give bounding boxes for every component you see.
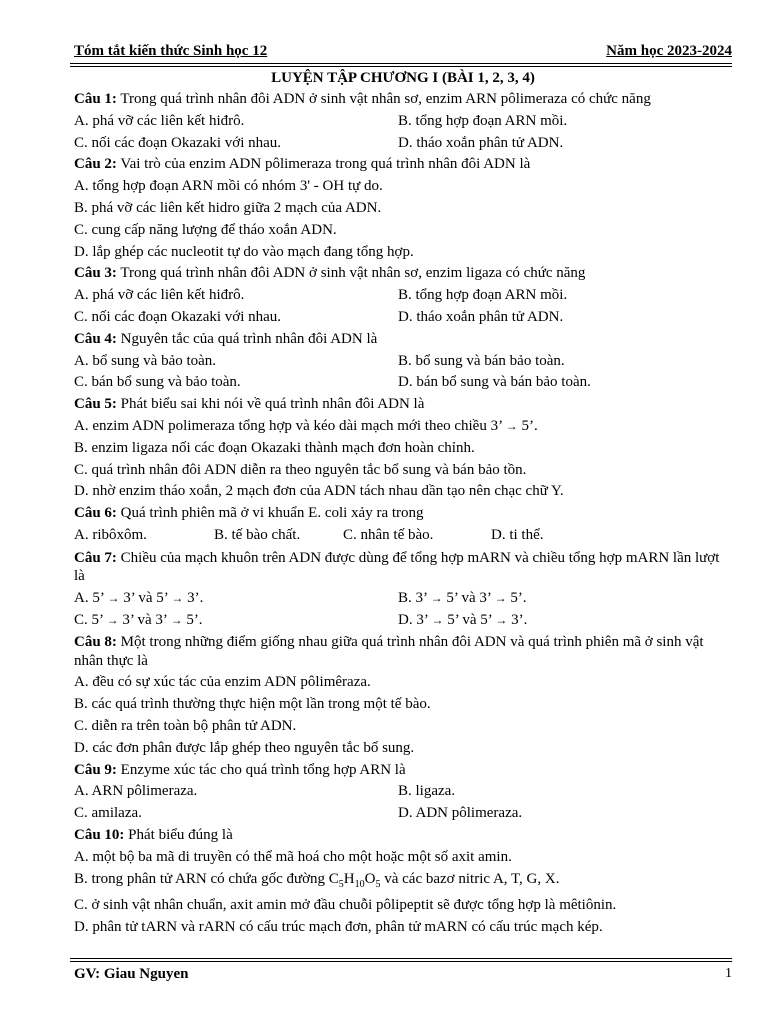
option-b: B. tổng hợp đoạn ARN mồi. bbox=[398, 112, 568, 129]
formula-part: H bbox=[343, 870, 355, 887]
option-c: C. bán bổ sung và bảo toàn. bbox=[74, 374, 241, 391]
page-number: 1 bbox=[725, 966, 732, 981]
document-page bbox=[74, 0, 732, 1024]
option-d: D. lắp ghép các nucleotit tự do vào mạch đang tổng hợp. bbox=[74, 243, 414, 260]
option-a: A. ARN pôlimeraza. bbox=[74, 783, 198, 800]
option-d: D. ti thể. bbox=[491, 526, 544, 543]
option-a: A. bổ sung và bảo toàn. bbox=[74, 352, 217, 369]
options-row bbox=[74, 781, 732, 803]
option-c: C. amilaza. bbox=[74, 805, 142, 822]
option-text: 5’. bbox=[506, 589, 527, 606]
question-label: Câu 6: bbox=[74, 505, 117, 522]
option-text: 3’ và 5’ bbox=[119, 589, 172, 606]
options-row bbox=[74, 285, 732, 307]
option-text: 3’. bbox=[183, 589, 204, 606]
subscript: 5 bbox=[375, 878, 381, 890]
footer-teacher: GV: Giau Nguyen bbox=[74, 966, 189, 982]
option-b bbox=[74, 869, 732, 896]
question-5 bbox=[74, 394, 732, 416]
arrow-symbol: → bbox=[170, 612, 183, 627]
option-d: D. ADN pôlimeraza. bbox=[398, 805, 523, 822]
question-text: Phát biểu đúng là bbox=[124, 826, 233, 843]
option-c bbox=[74, 610, 398, 632]
option-b: B. enzim ligaza nối các đoạn Okazaki thành mạch đơn hoàn chỉnh. bbox=[74, 439, 475, 456]
question-label: Câu 7: bbox=[74, 549, 117, 566]
question-text: Nguyên tắc của quá trình nhân đôi ADN là bbox=[116, 330, 378, 347]
question-6 bbox=[74, 503, 732, 525]
option-a: A. tổng hợp đoạn ARN mồi có nhóm 3' - OH tự do. bbox=[74, 178, 383, 195]
question-label: Câu 2: bbox=[74, 156, 117, 173]
header-subject: Tóm tắt kiến thức Sinh học 12 bbox=[74, 43, 268, 59]
option-c: C. nối các đoạn Okazaki với nhau. bbox=[74, 134, 282, 151]
question-1 bbox=[74, 89, 732, 111]
arrow-symbol: → bbox=[505, 418, 518, 433]
question-text: Enzyme xúc tác cho quá trình tổng hợp ARN là bbox=[116, 761, 406, 778]
option-text: B. 3’ bbox=[398, 589, 431, 606]
option-d: D. phân tử tARN và rARN có cấu trúc mạch đơn, phân tử mARN có cấu trúc mạch kép. bbox=[74, 919, 603, 936]
subscript: 5 bbox=[338, 878, 344, 890]
question-label: Câu 5: bbox=[74, 396, 117, 413]
option-a: A. đều có sự xúc tác của enzim ADN pôlimêraza. bbox=[74, 674, 371, 691]
question-3 bbox=[74, 263, 732, 285]
option-text: 5’. bbox=[182, 611, 203, 628]
option-d: D. bán bổ sung và bán bảo toàn. bbox=[398, 374, 591, 391]
question-label: Câu 4: bbox=[74, 330, 117, 347]
option-c: C. nối các đoạn Okazaki với nhau. bbox=[74, 308, 282, 325]
option-text: 5’ và 5’ bbox=[443, 611, 496, 628]
option-b: B. bổ sung và bán bảo toàn. bbox=[398, 352, 565, 369]
arrow-symbol: → bbox=[494, 590, 507, 605]
option-b: B. tế bào chất. bbox=[214, 526, 301, 543]
option-a: A. ribôxôm. bbox=[74, 526, 147, 543]
option-a-text-end: 5’. bbox=[517, 417, 538, 434]
question-text: Một trong những điểm giống nhau giữa quá trình nhân đôi ADN và quá trình phiên mã ở sinh vật nhân thực là bbox=[74, 634, 704, 669]
options-row bbox=[74, 351, 732, 373]
options-row bbox=[74, 111, 732, 133]
options-row bbox=[74, 803, 732, 825]
option-c: C. cung cấp năng lượng để tháo xoắn ADN. bbox=[74, 221, 337, 238]
question-text: Phát biểu sai khi nói về quá trình nhân đôi ADN là bbox=[116, 396, 425, 413]
question-label: Câu 3: bbox=[74, 265, 117, 282]
option-b: B. tổng hợp đoạn ARN mồi. bbox=[398, 287, 568, 304]
option-c: C. ở sinh vật nhân chuẩn, axit amin mở đầu chuỗi pôlipeptit sẽ được tổng hợp là mêtiônin. bbox=[74, 897, 617, 914]
question-7 bbox=[74, 547, 732, 588]
option-b bbox=[398, 588, 527, 610]
option-d: D. tháo xoắn phân tử ADN. bbox=[398, 134, 564, 151]
footer-divider bbox=[70, 958, 732, 962]
question-text: Quá trình phiên mã ở vi khuẩn E. coli xảy ra trong bbox=[116, 505, 424, 522]
options-row bbox=[74, 525, 732, 547]
arrow-symbol: → bbox=[106, 612, 119, 627]
option-text: C. 5’ bbox=[74, 611, 107, 628]
question-text: Chiều của mạch khuôn trên ADN được dùng để tổng hợp mARN và chiều tổng hợp mARN lần lượt là bbox=[74, 549, 720, 585]
arrow-symbol: → bbox=[495, 612, 508, 627]
question-text: Trong quá trình nhân đôi ADN ở sinh vật nhân sơ, enzim ARN pôlimeraza có chức năng bbox=[116, 91, 651, 107]
options-row bbox=[74, 133, 732, 155]
option-d: D. nhờ enzim tháo xoắn, 2 mạch đơn của ADN tách nhau dần tạo nên chạc chữ Y. bbox=[74, 483, 564, 500]
options-row bbox=[74, 307, 732, 329]
question-text: Vai trò của enzim ADN pôlimeraza trong quá trình nhân đôi ADN là bbox=[116, 156, 531, 173]
option-d bbox=[398, 610, 527, 632]
option-c: C. nhân tế bào. bbox=[343, 526, 434, 543]
option-a: A. phá vỡ các liên kết hiđrô. bbox=[74, 112, 245, 129]
question-4 bbox=[74, 329, 732, 351]
question-label: Câu 9: bbox=[74, 761, 117, 778]
option-text: A. 5’ bbox=[74, 589, 108, 606]
option-a-text: A. enzim ADN polimeraza tổng hợp và kéo dài mạch mới theo chiều 3’ bbox=[74, 417, 506, 434]
options-row bbox=[74, 610, 732, 632]
page-footer bbox=[74, 965, 732, 983]
option-a: A. phá vỡ các liên kết hiđrô. bbox=[74, 287, 245, 304]
question-8 bbox=[74, 631, 732, 672]
options-row bbox=[74, 372, 732, 394]
option-text: 3’. bbox=[507, 611, 528, 628]
option-text: B. trong phân tử ARN có chứa gốc đường C bbox=[74, 870, 339, 887]
option-c: C. diễn ra trên toàn bộ phân tử ADN. bbox=[74, 717, 297, 734]
question-label: Câu 8: bbox=[74, 634, 117, 651]
option-text: và các bazơ nitric A, T, G, X. bbox=[380, 870, 560, 887]
option-b: B. ligaza. bbox=[398, 783, 456, 800]
option-d: D. tháo xoắn phân tử ADN. bbox=[398, 308, 564, 325]
page-header bbox=[74, 42, 732, 60]
option-d: D. các đơn phân được lắp ghép theo nguyên tắc bổ sung. bbox=[74, 739, 415, 756]
arrow-symbol: → bbox=[107, 590, 120, 605]
option-a: A. một bộ ba mã di truyền có thể mã hoá cho một hoặc một số axit amin. bbox=[74, 848, 512, 865]
question-9 bbox=[74, 760, 732, 782]
option-text: 5’ và 3’ bbox=[442, 589, 495, 606]
question-text: Trong quá trình nhân đôi ADN ở sinh vật nhân sơ, enzim ligaza có chức năng bbox=[116, 265, 586, 282]
subscript: 10 bbox=[354, 878, 365, 890]
question-2 bbox=[74, 154, 732, 176]
question-label: Câu 10: bbox=[74, 826, 125, 843]
option-b: B. phá vỡ các liên kết hidro giữa 2 mạch của ADN. bbox=[74, 199, 382, 216]
option-text: D. 3’ bbox=[398, 611, 432, 628]
option-text: 3’ và 3’ bbox=[118, 611, 171, 628]
option-a bbox=[74, 416, 732, 438]
formula-part: O bbox=[364, 870, 376, 887]
document-body bbox=[74, 67, 732, 939]
page-title: LUYỆN TẬP CHƯƠNG I (BÀI 1, 2, 3, 4) bbox=[271, 70, 535, 86]
header-school-year: Năm học 2023-2024 bbox=[606, 43, 732, 59]
option-b: B. các quá trình thường thực hiện một lần trong một tế bào. bbox=[74, 696, 431, 713]
option-c: C. quá trình nhân đôi ADN diễn ra theo nguyên tắc bổ sung và bán bảo tồn. bbox=[74, 461, 527, 478]
arrow-symbol: → bbox=[430, 590, 443, 605]
arrow-symbol: → bbox=[431, 612, 444, 627]
arrow-symbol: → bbox=[171, 590, 184, 605]
question-label: Câu 1: bbox=[74, 91, 117, 107]
question-10 bbox=[74, 825, 732, 847]
options-row bbox=[74, 588, 732, 610]
option-a bbox=[74, 588, 398, 610]
